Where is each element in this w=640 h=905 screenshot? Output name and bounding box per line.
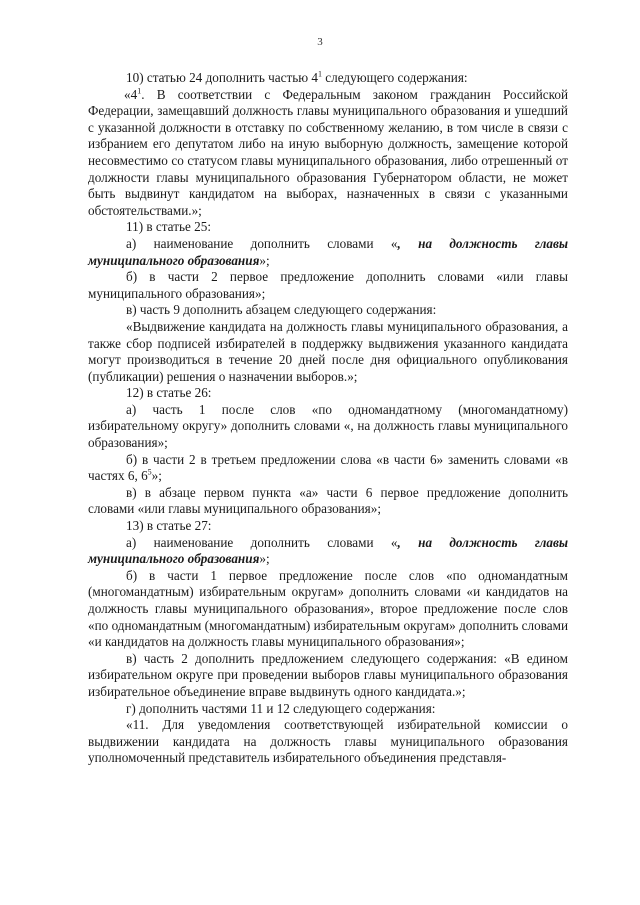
paragraph: в) часть 9 дополнить абзацем следующего содержания: — [126, 302, 437, 318]
paragraph: а) часть 1 после слов «по одномандатному (многомандатному) избирательному округу» дополнить словами «, на должность главы муниципального образования»; — [88, 401, 568, 451]
paragraph: б) в части 2 первое предложение дополнить словами «или главы муниципального образования»; — [88, 269, 568, 301]
paragraph: 12) в статье 26: — [126, 385, 212, 401]
emphasized-text: , на должность главы муниципального образования — [88, 235, 568, 268]
paragraph: в) в абзаце первом пункта «а» части 6 первое предложение дополнить словами «или главы муниципального образования»; — [88, 484, 568, 517]
paragraph: г) дополнить частями 11 и 12 следующего содержания: — [126, 700, 436, 716]
paragraph: «Выдвижение кандидата на должность главы муниципального образования, а также сбор подписей избирателей в поддержку выдвижения указанного кандидата могут производиться в течение 20 дней после дня официального опубликования (публикации) решения о назначении выборов.»; — [88, 318, 568, 384]
paragraph: а) наименование дополнить словами «, на должность главы муниципального образования»; — [88, 534, 568, 567]
page-number: 3 — [317, 36, 323, 48]
paragraph: 10) статью 24 дополнить частью $4^1$ следующего содержания: — [126, 69, 468, 85]
paragraph: б) в части 2 в третьем предложении слова «в части 6» заменить словами «в частях 6, $6^5$»; — [88, 451, 568, 484]
emphasized-text: , на должность главы муниципального образования — [88, 534, 568, 567]
paragraph: «11. Для уведомления соответствующей избирательной комиссии о выдвижении кандидата на должность главы муниципального образования уполномоченный представитель избирательного объединения представля- — [88, 717, 568, 766]
paragraph: а) наименование дополнить словами «, на должность главы муниципального образования»; — [88, 235, 568, 268]
paragraph: 13) в статье 27: — [126, 518, 212, 534]
paragraph: б) в части 1 первое предложение после слов «по одномандатным (многомандатным) избирательным округам» дополнить словами «и кандидатов на должность главы муниципального образования», второе предложение после слов «по одномандатным (многомандатным) избирательным округам» дополнить словами «и кандидатов на должность главы муниципального образования»; — [88, 567, 568, 650]
paragraph: в) часть 2 дополнить предложением следующего содержания: «В едином избирательном округе при проведении выборов главы муниципального образования избирательное объединение вправе выдвинуть одного кандидата.»; — [88, 650, 568, 699]
document-body — [88, 70, 568, 767]
paragraph: «$4^1$. В соответствии с Федеральным законом гражданин Российской Федерации, замещавший должность главы муниципального образования и ушедший с указанной должности в отставку по собственному желанию, в том числе в связи с избранием его депутатом либо на иную выборную должность, замещение которой несовместимо со статусом главы муниципального образования, либо отрешенный от должности главы муниципального образования Губернатором области, не может быть выдвинут кандидатом на выборах, назначенных в связи с указанными обстоятельствами.»; — [88, 86, 568, 218]
paragraph: 11) в статье 25: — [126, 219, 211, 235]
